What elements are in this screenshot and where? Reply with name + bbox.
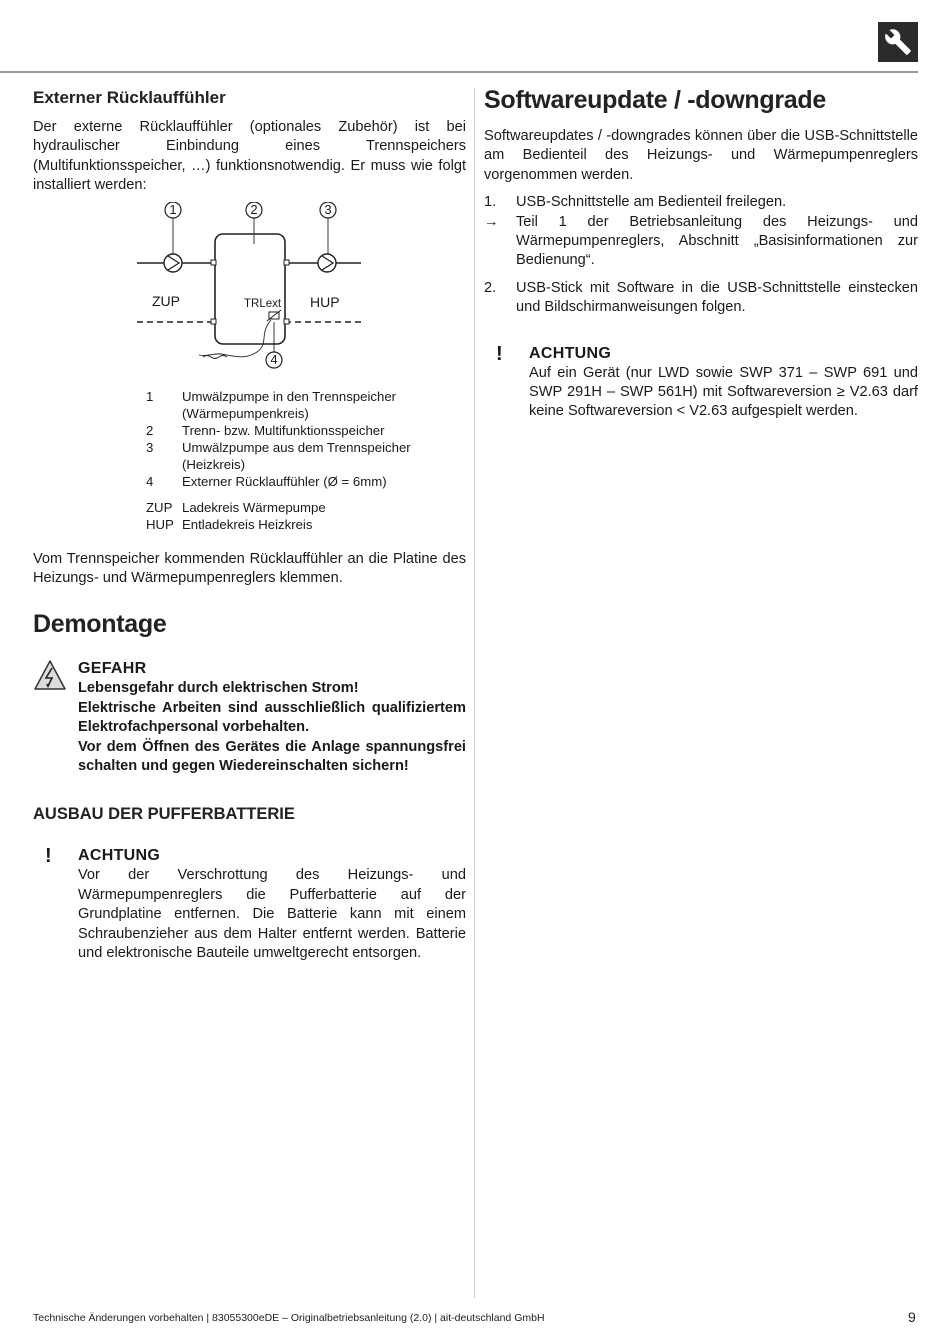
achtung-text: Vor der Verschrottung des Heizungs- und Wärmepumpenreglers die Pufferbatterie auf der Grundplatine entfernen. Die Batterie kann mit einem Schraubenzieher aus dem Halter entfernt werden. Batterie und elektronische Bauteile umweltgerecht entsorgen. xyxy=(78,867,466,962)
update-steps xyxy=(484,193,918,317)
legend-row: 4 Externer Rücklauffühler (Ø = 6mm) xyxy=(146,473,387,489)
gefahr-notice xyxy=(33,659,466,776)
connect-paragraph: Vom Trennspeicher kommenden Rücklauffühler an die Platine des Heizungs- und Wärmepumpenreglers klemmen. xyxy=(33,550,466,587)
diagram-label-trlext: TRLext xyxy=(244,297,282,310)
right-column xyxy=(484,86,918,422)
left-column xyxy=(33,86,466,964)
legend-row: 3 Umwälzpumpe aus dem Trennspeicher (Heizkreis) xyxy=(146,439,411,472)
gefahr-line-2: Elektrische Arbeiten sind ausschließlich qualifiziertem Elektrofachpersonal vorbehalten. xyxy=(78,699,466,736)
achtung-title: ACHTUNG xyxy=(529,344,612,362)
header-rule xyxy=(0,71,918,73)
wrench-icon xyxy=(878,22,918,62)
exclamation-icon: ! xyxy=(496,342,503,365)
hydraulic-diagram xyxy=(33,202,466,382)
ruecklauffuehler-paragraph: Der externe Rücklauffühler (optionales Zubehör) ist bei hydraulischer Einbindung eines Trennspeichers (Multifunktionsspeicher, …) funktionsnotwendig. Er muss wie folgt installiert werden: xyxy=(33,119,466,194)
gefahr-line-1: Lebensgefahr durch elektrischen Strom! xyxy=(78,680,359,697)
legend-row: 1 Umwälzpumpe in den Trennspeicher (Wärmepumpenkreis) xyxy=(146,388,397,421)
achtung-notice-right xyxy=(484,344,918,422)
legend-row: HUP Entladekreis Heizkreis xyxy=(146,516,313,532)
legend-row: 2 Trenn- bzw. Multifunktionsspeicher xyxy=(146,422,385,438)
diagram-callout-4: 4 xyxy=(270,351,278,367)
diagram-callout-3: 3 xyxy=(324,201,332,217)
ausbau-title: AUSBAU DER PUFFERBATTERIE xyxy=(33,805,295,824)
footer-text: Technische Änderungen vorbehalten | 83055300eDE – Originalbetriebsanleitung (2.0) | ait-deutschland GmbH xyxy=(33,1312,545,1324)
list-item: 2. USB-Stick mit Software in die USB-Schnittstelle einstecken und Bildschirmanweisungen folgen. xyxy=(484,279,918,316)
diagram-label-hup: HUP xyxy=(310,293,340,310)
softwareupdate-title: Softwareupdate / -downgrade xyxy=(484,86,826,114)
list-item: 1. USB-Schnittstelle am Bedienteil freilegen. xyxy=(484,194,787,211)
electric-hazard-icon xyxy=(33,659,78,776)
diagram-legend xyxy=(146,388,466,533)
demontage-title: Demontage xyxy=(33,610,167,639)
diagram-callout-1: 1 xyxy=(169,201,177,217)
gefahr-line-3: Vor dem Öffnen des Gerätes die Anlage spannungsfrei schalten und gegen Wiedereinschalten sichern! xyxy=(78,738,466,775)
diagram-callout-2: 2 xyxy=(250,201,258,217)
diagram-label-zup: ZUP xyxy=(152,292,180,309)
list-item: → Teil 1 der Betriebsanleitung des Heizungs- und Wärmepumpenreglers, Abschnitt „Basisinformationen zur Bedienung“. xyxy=(484,213,918,269)
page-number: 9 xyxy=(908,1309,916,1325)
softwareupdate-intro: Softwareupdates / -downgrades können über die USB-Schnittstelle am Bedienteil des Heizungs- und Wärmepumpenreglers vorgenommen werden. xyxy=(484,128,918,183)
column-divider xyxy=(474,88,475,1298)
section-title-ruecklauffuehler: Externer Rücklauffühler xyxy=(33,88,226,107)
legend-row: ZUP Ladekreis Wärmepumpe xyxy=(146,499,326,515)
achtung-text: Auf ein Gerät (nur LWD sowie SWP 371 – SWP 691 und SWP 291H – SWP 561H) mit Softwareversion ≥ V2.63 darf keine Softwareversion < V2.63 aufgespielt werden. xyxy=(529,364,918,420)
exclamation-icon: ! xyxy=(45,845,52,868)
gefahr-title: GEFAHR xyxy=(78,660,147,678)
achtung-notice-left xyxy=(33,846,466,963)
achtung-title: ACHTUNG xyxy=(78,847,161,865)
